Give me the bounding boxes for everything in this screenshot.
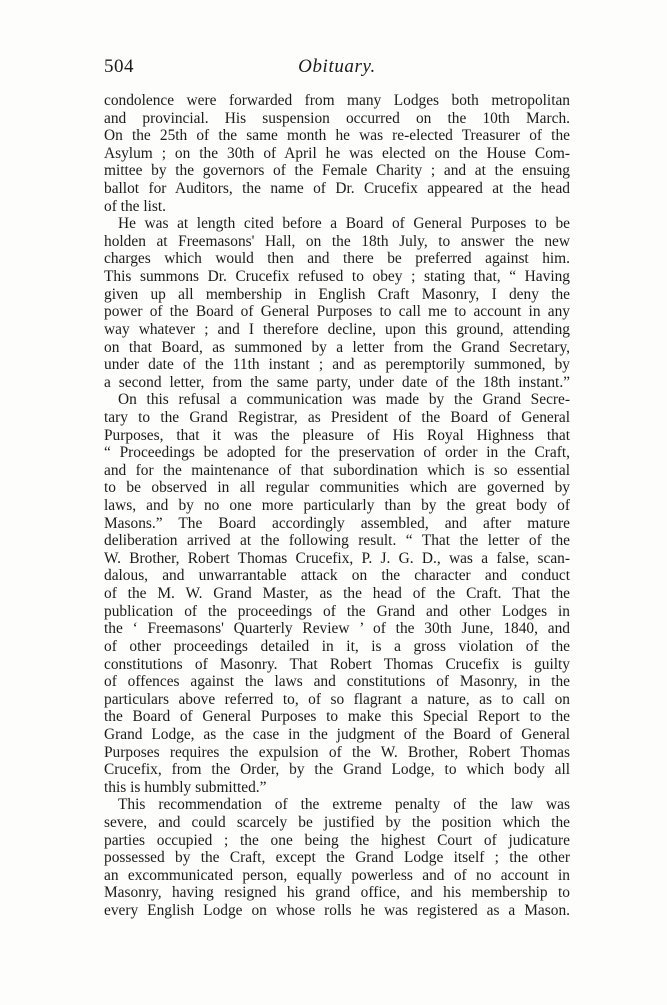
page-number: 504 [104,56,134,77]
text-line: charges which would then and there be preferred against him. [104,250,570,268]
text-line: way whatever ; and I therefore decline, upon this ground, attending [104,320,570,338]
text-line: possessed by the Craft, except the Grand Lodge itself ; the other [104,849,570,867]
text-line: publication of the proceedings of the Grand and other Lodges in [104,602,570,620]
text-line: laws, and by no one more particularly than by the great body of [104,497,570,515]
text-line: Masons.” The Board accordingly assembled, and after mature [104,514,570,532]
text-line: deliberation arrived at the following result. “ That the letter of the [104,532,570,550]
text-line: W. Brother, Robert Thomas Crucefix, P. J. G. D., was a false, scan- [104,549,570,567]
running-title: Obituary. [298,56,376,77]
text-line: He was at length cited before a Board of General Purposes to be [118,215,570,233]
text-line: a second letter, from the same party, under date of the 18th instant.” [104,373,570,391]
text-line: Purposes, that it was the pleasure of His Royal Highness that [104,426,570,444]
text-line: this is humbly submitted.” [104,778,267,796]
text-line: Grand Lodge, as the case in the judgment of the Board of General [104,725,570,743]
text-line: ballot for Auditors, the name of Dr. Crucefix appeared at the head [104,180,570,198]
text-line: on that Board, as summoned by a letter from the Grand Secretary, [104,338,570,356]
text-line: power of the Board of General Purposes to call me to account in any [104,303,570,321]
text-line: condolence were forwarded from many Lodges both metropolitan [104,92,570,109]
text-line: of offences against the laws and constitutions of Masonry, in the [104,673,570,691]
text-line: Purposes requires the expulsion of the W. Brother, Robert Thomas [104,743,570,761]
text-line: of the list. [104,197,166,215]
text-line: Asylum ; on the 30th of April he was elected on the House Com- [104,144,570,162]
text-line: mittee by the governors of the Female Charity ; and at the ensuing [104,162,570,180]
text-line: parties occupied ; the one being the highest Court of judicature [104,831,570,849]
text-line: particulars above referred to, of so flagrant a nature, as to call on [104,690,570,708]
text-line: Masonry, having resigned his grand office, and his membership to [104,884,570,902]
text-line: an excommunicated person, equally powerless and of no account in [104,866,570,884]
text-line: to be observed in all regular communities which are governed by [104,479,570,497]
text-line: severe, and could scarcely be justified by the position which the [104,813,570,831]
text-line: constitutions of Masonry. That Robert Thomas Crucefix is guilty [104,655,570,673]
page-header [104,56,570,82]
text-line: On the 25th of the same month he was re-elected Treasurer of the [104,127,570,145]
text-line: holden at Freemasons' Hall, on the 18th July, to answer the new [104,232,570,250]
body-text [104,92,570,920]
text-line: and provincial. His suspension occurred on the 10th March. [104,109,570,127]
text-line: of other proceedings detailed in it, is a gross violation of the [104,637,570,655]
text-line: On this refusal a communication was made by the Grand Secre- [118,391,570,409]
text-line: tary to the Grand Registrar, as President of the Board of General [104,408,570,426]
text-line: the Board of General Purposes to make this Special Report to the [104,708,570,726]
text-line: under date of the 11th instant ; and as peremptorily summoned, by [104,356,570,374]
text-line: “ Proceedings be adopted for the preservation of order in the Craft, [104,444,570,462]
text-line: every English Lodge on whose rolls he was registered as a Mason. [104,902,570,920]
text-line: This summons Dr. Crucefix refused to obey ; stating that, “ Having [104,268,570,286]
text-line: This recommendation of the extreme penalty of the law was [118,796,570,814]
text-line: dalous, and unwarrantable attack on the character and conduct [104,567,570,585]
text-line: Crucefix, from the Order, by the Grand Lodge, to which body all [104,761,570,779]
text-line: of the M. W. Grand Master, as the head of the Craft. That the [104,585,570,603]
text-line: and for the maintenance of that subordination which is so essential [104,461,570,479]
text-line: given up all membership in English Craft Masonry, I deny the [104,285,570,303]
text-line: the ‘ Freemasons' Quarterly Review ’ of the 30th June, 1840, and [104,620,570,638]
